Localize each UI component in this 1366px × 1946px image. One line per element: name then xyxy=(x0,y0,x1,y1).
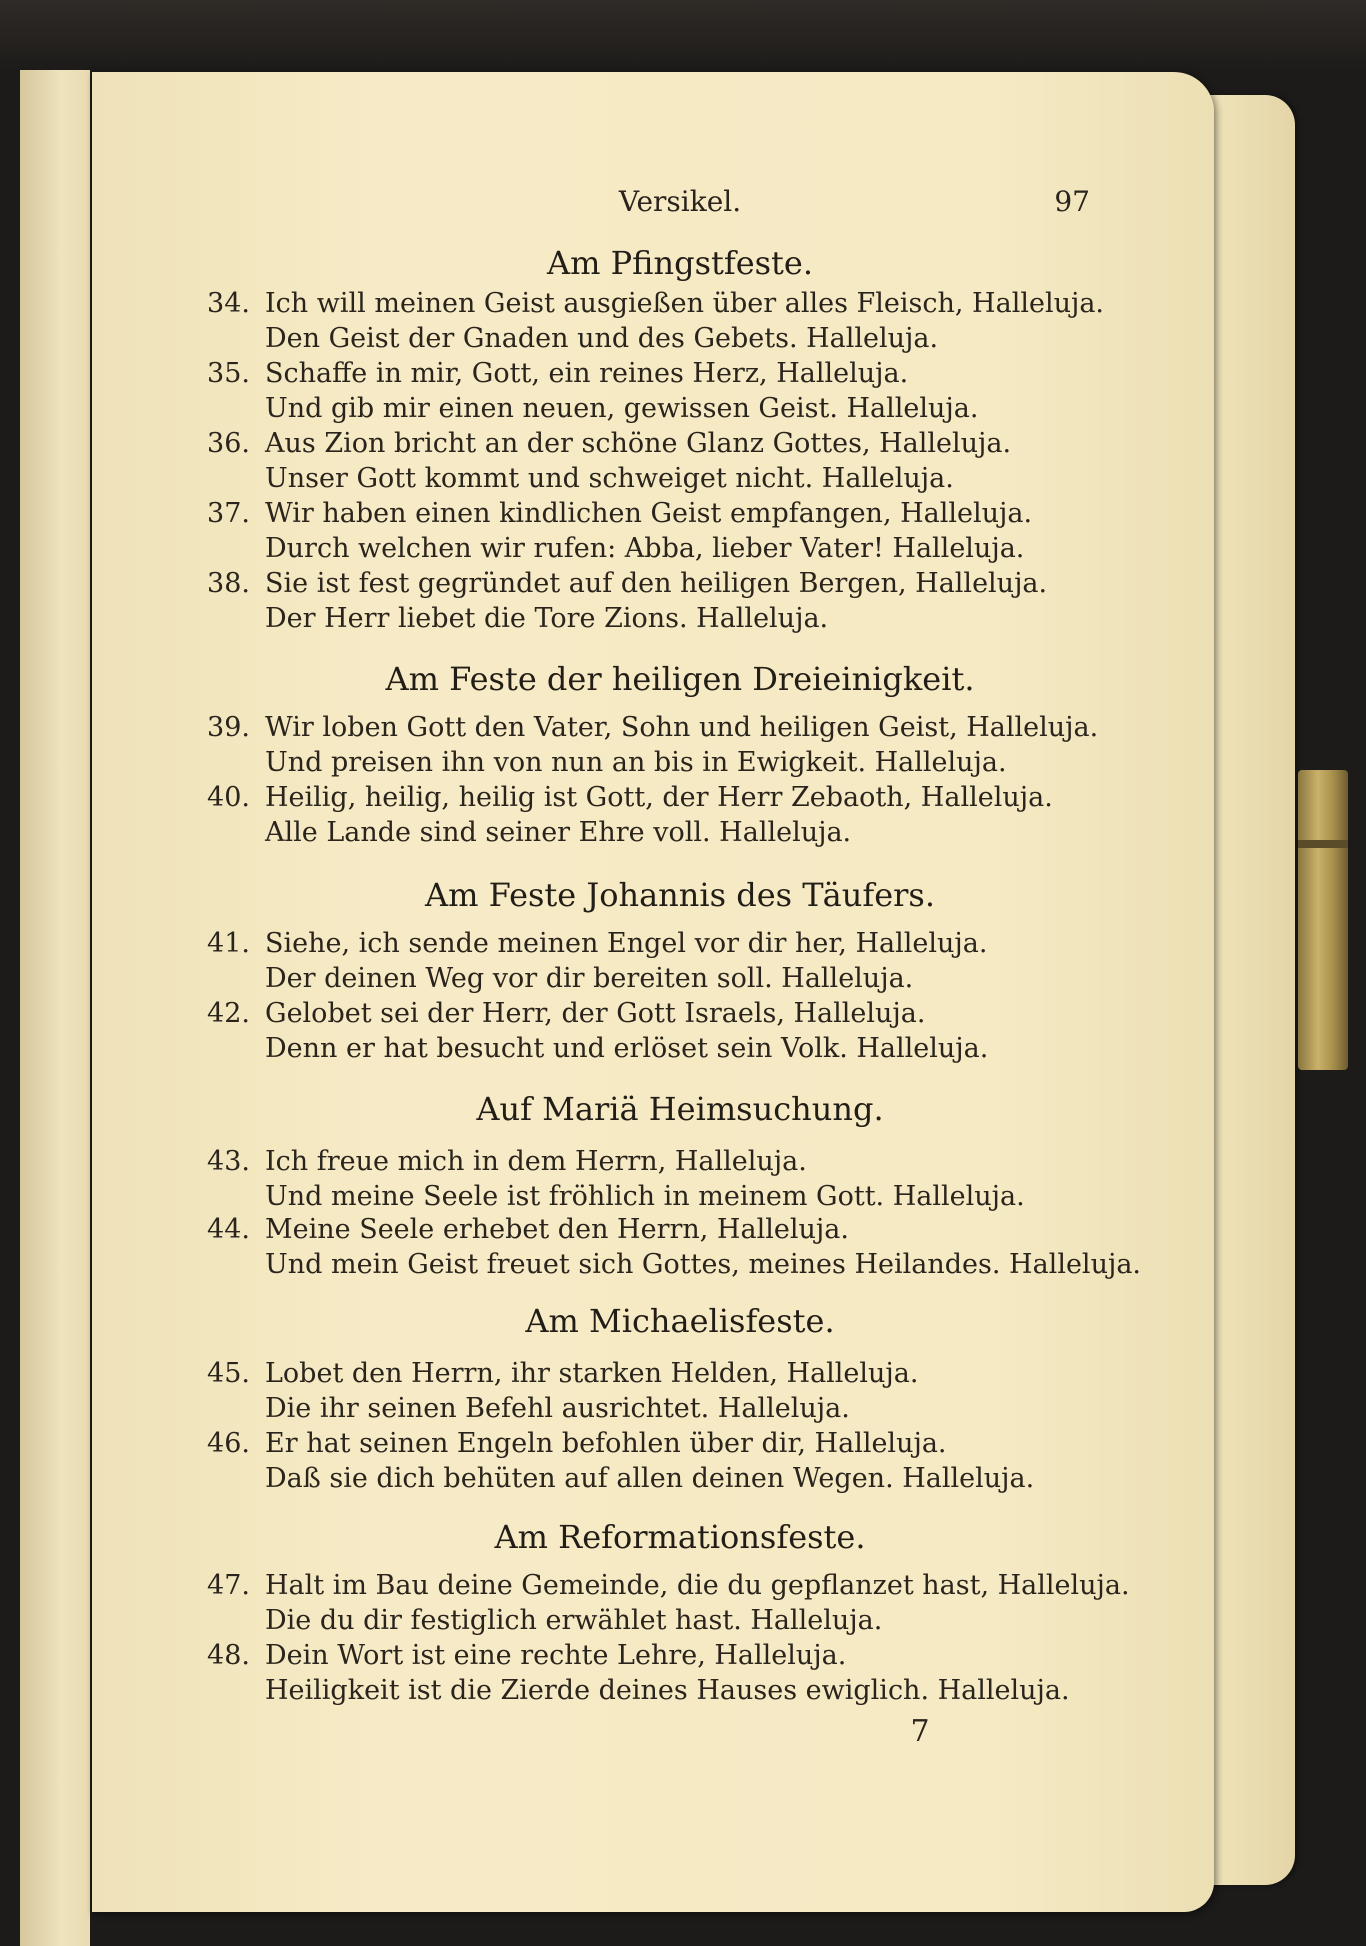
verse-number: 44. xyxy=(207,1214,250,1245)
verse-number: 36. xyxy=(207,428,250,459)
section-heading: Am Feste Johannis des Täufers. xyxy=(424,876,936,914)
verse-line: Meine Seele erhebet den Herrn, Halleluja. xyxy=(265,1214,849,1245)
verse-line: Gelobet sei der Herr, der Gott Israels, Halleluja. xyxy=(265,998,926,1029)
verse xyxy=(180,710,1130,780)
verse-line: Und mein Geist freuet sich Gottes, meines Heilandes. Halleluja. xyxy=(265,1249,1142,1280)
verse-line: Halt im Bau deine Gemeinde, die du gepflanzet hast, Halleluja. xyxy=(265,1570,1130,1601)
verse-line: Wir loben Gott den Vater, Sohn und heiligen Geist, Halleluja. xyxy=(265,712,1099,743)
verse xyxy=(180,496,1130,566)
verse-line: Dein Wort ist eine rechte Lehre, Halleluja. xyxy=(265,1640,847,1671)
verse-number: 39. xyxy=(207,712,250,743)
verse xyxy=(180,1356,1130,1426)
verse-number: 38. xyxy=(207,568,250,599)
verse-line: Die ihr seinen Befehl ausrichtet. Halleluja. xyxy=(265,1393,850,1424)
section-heading: Am Feste der heiligen Dreieinigkeit. xyxy=(385,660,975,698)
verse-line: Den Geist der Gnaden und des Gebets. Halleluja. xyxy=(265,323,939,354)
verse xyxy=(180,996,1130,1066)
verse-line: Daß sie dich behüten auf allen deinen Wegen. Halleluja. xyxy=(265,1463,1035,1494)
verse xyxy=(180,1212,1142,1282)
verse-number: 40. xyxy=(207,782,250,813)
verse-line: Schaffe in mir, Gott, ein reines Herz, Halleluja. xyxy=(265,358,909,389)
verse-number: 48. xyxy=(207,1640,250,1671)
verse-number: 46. xyxy=(207,1428,250,1459)
verse-line: Die du dir festiglich erwählet hast. Halleluja. xyxy=(265,1605,883,1636)
verse-line: Wir haben einen kindlichen Geist empfangen, Halleluja. xyxy=(265,498,1033,529)
verse-line: Heilig, heilig, heilig ist Gott, der Herr Zebaoth, Halleluja. xyxy=(265,782,1053,813)
signature-mark: 7 xyxy=(910,1714,930,1749)
verse-number: 45. xyxy=(207,1358,250,1389)
section-heading: Am Reformationsfeste. xyxy=(494,1518,866,1556)
running-header-title: Versikel. xyxy=(618,185,742,218)
verse-number: 42. xyxy=(207,998,250,1029)
verse-number: 41. xyxy=(207,928,250,959)
verse-line: Alle Lande sind seiner Ehre voll. Halleluja. xyxy=(265,817,852,848)
verse-number: 43. xyxy=(207,1146,250,1177)
section-heading: Am Pfingstfeste. xyxy=(546,244,814,282)
page-number: 97 xyxy=(1054,185,1090,218)
verse xyxy=(180,926,1130,996)
verse-number: 34. xyxy=(207,288,250,319)
verse-line: Der Herr liebet die Tore Zions. Halleluja. xyxy=(265,603,829,634)
verse-line: Ich will meinen Geist ausgießen über alles Fleisch, Halleluja. xyxy=(265,288,1105,319)
verse-line: Der deinen Weg vor dir bereiten soll. Halleluja. xyxy=(265,963,914,994)
verse-line: Heiligkeit ist die Zierde deines Hauses ewiglich. Halleluja. xyxy=(265,1675,1070,1706)
verse-line: Und preisen ihn von nun an bis in Ewigkeit. Halleluja. xyxy=(265,747,1007,778)
book-cover-top xyxy=(0,0,1366,70)
verse-number: 35. xyxy=(207,358,250,389)
verse-number: 47. xyxy=(207,1570,250,1601)
verse xyxy=(180,1568,1130,1638)
verse-line: Ich freue mich in dem Herrn, Halleluja. xyxy=(265,1146,807,1177)
verse xyxy=(180,780,1130,850)
verse-line: Und gib mir einen neuen, gewissen Geist. Halleluja. xyxy=(265,393,979,424)
verse-line: Denn er hat besucht und erlöset sein Volk. Halleluja. xyxy=(265,1033,989,1064)
verse xyxy=(180,1426,1130,1496)
book-clasp-notch xyxy=(1298,840,1348,848)
section-heading: Am Michaelisfeste. xyxy=(525,1302,835,1340)
verse-line: Sie ist fest gegründet auf den heiligen Bergen, Halleluja. xyxy=(265,568,1048,599)
verse-number: 37. xyxy=(207,498,250,529)
verse-line: Unser Gott kommt und schweiget nicht. Halleluja. xyxy=(265,463,954,494)
verse-line: Siehe, ich sende meinen Engel vor dir her, Halleluja. xyxy=(265,928,988,959)
verse xyxy=(180,356,1130,426)
verse-line: Und meine Seele ist fröhlich in meinem Gott. Halleluja. xyxy=(265,1181,1025,1212)
verse-line: Durch welchen wir rufen: Abba, lieber Vater! Halleluja. xyxy=(265,533,1025,564)
facing-page-edge xyxy=(20,70,90,1946)
verse xyxy=(180,1638,1130,1708)
verse-line: Lobet den Herrn, ihr starken Helden, Halleluja. xyxy=(265,1358,919,1389)
verse xyxy=(180,566,1130,636)
verse-line: Aus Zion bricht an der schöne Glanz Gottes, Halleluja. xyxy=(265,428,1012,459)
book-clasp xyxy=(1298,770,1348,1070)
section-heading: Auf Mariä Heimsuchung. xyxy=(476,1090,884,1128)
verse-line: Er hat seinen Engeln befohlen über dir, Halleluja. xyxy=(265,1428,947,1459)
verse xyxy=(180,286,1130,356)
verse xyxy=(180,426,1130,496)
verse xyxy=(180,1144,1130,1214)
